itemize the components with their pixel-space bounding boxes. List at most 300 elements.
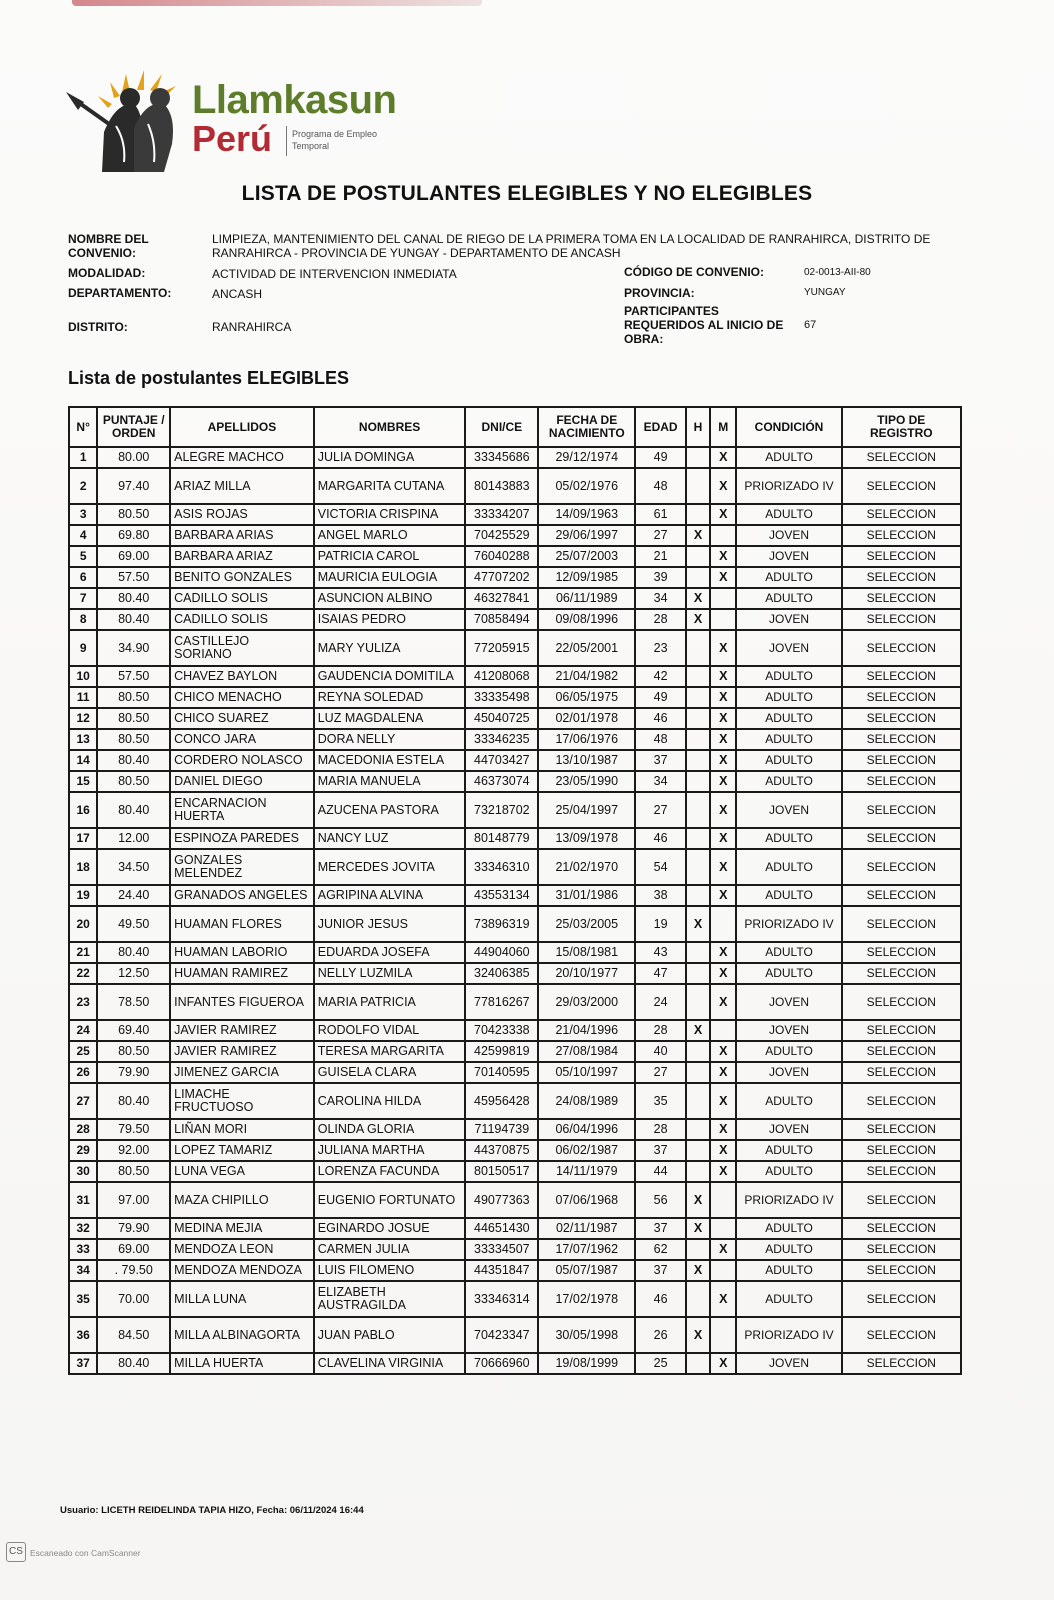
cell-dni: 42599819 [465,1041,538,1062]
cell-condicion: JOVEN [736,609,841,630]
cell-nombres: OLINDA GLORIA [314,1119,466,1140]
cell-nombres: MERCEDES JOVITA [314,849,466,885]
cell-nombres: NANCY LUZ [314,828,466,849]
cell-fecha: 13/10/1987 [538,750,635,771]
cell-fecha: 02/11/1987 [538,1218,635,1239]
cell-number: 26 [69,1062,97,1083]
cell-nombres: DORA NELLY [314,729,466,750]
cell-condicion: ADULTO [736,567,841,588]
table-row [69,1161,961,1182]
cell-edad: 37 [635,750,686,771]
cell-tipo-registro: SELECCION [842,630,961,666]
cell-m: X [710,1353,736,1374]
cell-h [686,729,710,750]
cell-number: 7 [69,588,97,609]
cell-h: X [686,1317,710,1353]
cell-dni: 33335498 [465,687,538,708]
cell-dni: 73218702 [465,792,538,828]
cell-puntaje: 79.50 [97,1119,170,1140]
cell-apellidos: ENCARNACION HUERTA [170,792,314,828]
modalidad-label: MODALIDAD: [68,266,146,280]
cell-m [710,588,736,609]
cell-dni: 70140595 [465,1062,538,1083]
cell-number: 11 [69,687,97,708]
codigo-label: CÓDIGO DE CONVENIO: [624,265,765,279]
cell-puntaje: 80.40 [97,942,170,963]
cell-apellidos: MILLA HUERTA [170,1353,314,1374]
cell-edad: 48 [635,468,686,504]
cell-nombres: MARGARITA CUTANA [314,468,466,504]
cell-condicion: ADULTO [736,963,841,984]
cell-number: 13 [69,729,97,750]
cell-apellidos: ALEGRE MACHCO [170,447,314,468]
cell-condicion: JOVEN [736,792,841,828]
cell-m: X [710,447,736,468]
cell-tipo-registro: SELECCION [842,609,961,630]
cell-puntaje: 49.50 [97,906,170,942]
cell-m: X [710,666,736,687]
cell-tipo-registro: SELECCION [842,1161,961,1182]
table-row [69,984,961,1020]
cell-edad: 26 [635,1317,686,1353]
cell-h [686,984,710,1020]
cell-number: 1 [69,447,97,468]
cell-fecha: 29/03/2000 [538,984,635,1020]
cell-tipo-registro: SELECCION [842,666,961,687]
cell-apellidos: INFANTES FIGUEROA [170,984,314,1020]
cell-edad: 21 [635,546,686,567]
cell-tipo-registro: SELECCION [842,546,961,567]
cell-dni: 80150517 [465,1161,538,1182]
cell-puntaje: 34.50 [97,849,170,885]
cell-h [686,1239,710,1260]
cell-m: X [710,1281,736,1317]
cell-edad: 23 [635,630,686,666]
table-row [69,1182,961,1218]
table-row [69,1218,961,1239]
table-row [69,666,961,687]
cell-edad: 62 [635,1239,686,1260]
document-title: LISTA DE POSTULANTES ELEGIBLES Y NO ELEGIBLES [241,182,813,205]
cell-h: X [686,1182,710,1218]
cell-m: X [710,1062,736,1083]
cell-tipo-registro: SELECCION [842,828,961,849]
cell-m: X [710,630,736,666]
cell-tipo-registro: SELECCION [842,1083,961,1119]
section-subtitle: Lista de postulantes ELEGIBLES [68,368,350,388]
cell-fecha: 12/09/1985 [538,567,635,588]
cell-apellidos: MAZA CHIPILLO [170,1182,314,1218]
cell-fecha: 19/08/1999 [538,1353,635,1374]
cell-apellidos: CASTILLEJO SORIANO [170,630,314,666]
cell-tipo-registro: SELECCION [842,942,961,963]
cell-m: X [710,849,736,885]
cell-edad: 37 [635,1140,686,1161]
cell-m [710,525,736,546]
cell-nombres: MARIA PATRICIA [314,984,466,1020]
cell-nombres: JULIANA MARTHA [314,1140,466,1161]
workers-emblem-icon [64,62,192,172]
cell-fecha: 25/07/2003 [538,546,635,567]
cell-fecha: 07/06/1968 [538,1182,635,1218]
table-row [69,885,961,906]
cell-edad: 38 [635,885,686,906]
cell-dni: 33346310 [465,849,538,885]
cell-h [686,1041,710,1062]
cell-condicion: JOVEN [736,525,841,546]
table-row [69,1260,961,1281]
cell-h [686,1062,710,1083]
cell-condicion: PRIORIZADO IV [736,1182,841,1218]
cell-condicion: ADULTO [736,687,841,708]
cell-condicion: ADULTO [736,885,841,906]
cell-h [686,1281,710,1317]
header-tipo-registro: TIPO DE REGISTRO [842,407,961,447]
cell-apellidos: CADILLO SOLIS [170,588,314,609]
cell-apellidos: HUAMAN RAMIREZ [170,963,314,984]
cell-tipo-registro: SELECCION [842,1062,961,1083]
cell-dni: 70666960 [465,1353,538,1374]
table-row [69,1020,961,1041]
cell-nombres: ASUNCION ALBINO [314,588,466,609]
cell-fecha: 29/06/1997 [538,525,635,546]
table-row [69,609,961,630]
table-row [69,963,961,984]
table-row [69,504,961,525]
cell-puntaje: 97.40 [97,468,170,504]
cell-nombres: JUAN PABLO [314,1317,466,1353]
cell-m [710,1260,736,1281]
cell-condicion: JOVEN [736,1119,841,1140]
cell-m: X [710,750,736,771]
cell-fecha: 21/04/1996 [538,1020,635,1041]
cell-dni: 77205915 [465,630,538,666]
camscanner-icon: CS [6,1542,26,1562]
cell-condicion: ADULTO [736,666,841,687]
table-row [69,828,961,849]
cell-puntaje: 80.40 [97,588,170,609]
cell-fecha: 02/01/1978 [538,708,635,729]
cell-apellidos: MEDINA MEJIA [170,1218,314,1239]
cell-tipo-registro: SELECCION [842,885,961,906]
cell-tipo-registro: SELECCION [842,1218,961,1239]
cell-m: X [710,504,736,525]
cell-condicion: ADULTO [736,504,841,525]
cell-number: 27 [69,1083,97,1119]
header-puntaje: PUNTAJE / ORDEN [97,407,170,447]
cell-edad: 25 [635,1353,686,1374]
cell-fecha: 25/03/2005 [538,906,635,942]
cell-edad: 47 [635,963,686,984]
cell-apellidos: MENDOZA LEON [170,1239,314,1260]
cell-number: 19 [69,885,97,906]
cell-condicion: ADULTO [736,771,841,792]
cell-tipo-registro: SELECCION [842,1041,961,1062]
cell-edad: 48 [635,729,686,750]
cell-number: 22 [69,963,97,984]
cell-condicion: ADULTO [736,588,841,609]
cell-nombres: RODOLFO VIDAL [314,1020,466,1041]
cell-fecha: 21/04/1982 [538,666,635,687]
cell-number: 9 [69,630,97,666]
cell-apellidos: GONZALES MELENDEZ [170,849,314,885]
cell-fecha: 31/01/1986 [538,885,635,906]
cell-apellidos: ASIS ROJAS [170,504,314,525]
cell-h [686,1161,710,1182]
table-row [69,792,961,828]
table-row [69,750,961,771]
table-row [69,849,961,885]
cell-nombres: LUZ MAGDALENA [314,708,466,729]
cell-nombres: MARY YULIZA [314,630,466,666]
cell-h [686,630,710,666]
cell-puntaje: 84.50 [97,1317,170,1353]
table-row [69,630,961,666]
cell-fecha: 06/05/1975 [538,687,635,708]
cell-condicion: ADULTO [736,1260,841,1281]
cell-condicion: ADULTO [736,1218,841,1239]
cell-m: X [710,729,736,750]
cell-number: 31 [69,1182,97,1218]
cell-number: 4 [69,525,97,546]
cell-m [710,1218,736,1239]
cell-condicion: ADULTO [736,750,841,771]
cell-m: X [710,963,736,984]
cell-fecha: 22/05/2001 [538,630,635,666]
cell-tipo-registro: SELECCION [842,963,961,984]
cell-number: 36 [69,1317,97,1353]
table-row [69,546,961,567]
cell-condicion: ADULTO [736,1083,841,1119]
cell-apellidos: LOPEZ TAMARIZ [170,1140,314,1161]
cell-tipo-registro: SELECCION [842,750,961,771]
cell-condicion: ADULTO [736,729,841,750]
cell-nombres: ISAIAS PEDRO [314,609,466,630]
scanner-watermark: Escaneado con CamScanner [30,1548,141,1558]
cell-tipo-registro: SELECCION [842,447,961,468]
cell-tipo-registro: SELECCION [842,1317,961,1353]
cell-fecha: 05/07/1987 [538,1260,635,1281]
cell-edad: 27 [635,792,686,828]
table-row [69,1239,961,1260]
codigo-value: 02-0013-AII-80 [804,267,871,278]
table-row [69,1083,961,1119]
cell-nombres: EDUARDA JOSEFA [314,942,466,963]
cell-condicion: PRIORIZADO IV [736,906,841,942]
cell-number: 5 [69,546,97,567]
cell-h [686,963,710,984]
cell-dni: 70858494 [465,609,538,630]
cell-fecha: 23/05/1990 [538,771,635,792]
cell-puntaje: 70.00 [97,1281,170,1317]
cell-edad: 27 [635,525,686,546]
cell-fecha: 17/07/1962 [538,1239,635,1260]
cell-puntaje: 80.40 [97,792,170,828]
cell-puntaje: 24.40 [97,885,170,906]
cell-apellidos: JAVIER RAMIREZ [170,1041,314,1062]
cell-fecha: 30/05/1998 [538,1317,635,1353]
cell-nombres: CAROLINA HILDA [314,1083,466,1119]
cell-fecha: 24/08/1989 [538,1083,635,1119]
cell-h: X [686,1020,710,1041]
cell-nombres: ELIZABETH AUSTRAGILDA [314,1281,466,1317]
brand-name-top: Llamkasun [192,78,397,122]
cell-edad: 28 [635,609,686,630]
table-row [69,771,961,792]
cell-number: 20 [69,906,97,942]
table-row [69,1353,961,1374]
eligible-applicants-table [68,406,962,1375]
cell-apellidos: CHICO MENACHO [170,687,314,708]
header-edad: EDAD [635,407,686,447]
cell-m: X [710,708,736,729]
cell-apellidos: LIMACHE FRUCTUOSO [170,1083,314,1119]
cell-m: X [710,546,736,567]
table-row [69,468,961,504]
cell-number: 37 [69,1353,97,1374]
cell-condicion: PRIORIZADO IV [736,1317,841,1353]
cell-nombres: LUIS FILOMENO [314,1260,466,1281]
cell-nombres: JUNIOR JESUS [314,906,466,942]
cell-h [686,792,710,828]
cell-nombres: MAURICIA EULOGIA [314,567,466,588]
cell-number: 14 [69,750,97,771]
cell-m [710,1020,736,1041]
cell-apellidos: ARIAZ MILLA [170,468,314,504]
cell-condicion: JOVEN [736,1020,841,1041]
cell-number: 33 [69,1239,97,1260]
cell-h: X [686,525,710,546]
cell-tipo-registro: SELECCION [842,504,961,525]
cell-edad: 46 [635,708,686,729]
cell-m: X [710,687,736,708]
cell-nombres: GAUDENCIA DOMITILA [314,666,466,687]
cell-dni: 45040725 [465,708,538,729]
cell-m: X [710,792,736,828]
cell-number: 3 [69,504,97,525]
cell-number: 29 [69,1140,97,1161]
table-row [69,1041,961,1062]
cell-apellidos: ESPINOZA PAREDES [170,828,314,849]
cell-h: X [686,1218,710,1239]
cell-dni: 33334207 [465,504,538,525]
cell-tipo-registro: SELECCION [842,567,961,588]
header-apellidos: APELLIDOS [170,407,314,447]
header-fecha: FECHA DE NACIMIENTO [538,407,635,447]
cell-tipo-registro: SELECCION [842,525,961,546]
cell-condicion: JOVEN [736,630,841,666]
cell-puntaje: 12.00 [97,828,170,849]
header-h: H [686,407,710,447]
cell-dni: 41208068 [465,666,538,687]
header-dni: DNI/CE [465,407,538,447]
cell-tipo-registro: SELECCION [842,468,961,504]
cell-puntaje: 69.80 [97,525,170,546]
cell-tipo-registro: SELECCION [842,687,961,708]
cell-puntaje: 57.50 [97,666,170,687]
cell-dni: 71194739 [465,1119,538,1140]
cell-h [686,885,710,906]
cell-m: X [710,1041,736,1062]
convenio-value: LIMPIEZA, MANTENIMIENTO DEL CANAL DE RIEGO DE LA PRIMERA TOMA EN LA LOCALIDAD DE RANRAHIRCA, DISTRITO DE RANRAHIRCA - PROVINCIA DE YUNGAY - DEPARTAMENTO DE ANCASH [212,232,931,260]
cell-dni: 33346235 [465,729,538,750]
cell-number: 28 [69,1119,97,1140]
footer-user-info: Usuario: LICETH REIDELINDA TAPIA HIZO, Fecha: 06/11/2024 16:44 [60,1505,364,1516]
cell-fecha: 06/11/1989 [538,588,635,609]
cell-m [710,1182,736,1218]
cell-h [686,546,710,567]
cell-edad: 19 [635,906,686,942]
cell-apellidos: CORDERO NOLASCO [170,750,314,771]
cell-m: X [710,942,736,963]
cell-condicion: ADULTO [736,1281,841,1317]
cell-tipo-registro: SELECCION [842,1281,961,1317]
cell-edad: 24 [635,984,686,1020]
cell-edad: 27 [635,1062,686,1083]
cell-condicion: JOVEN [736,546,841,567]
cell-h [686,1353,710,1374]
cell-number: 12 [69,708,97,729]
cell-apellidos: BARBARA ARIAS [170,525,314,546]
cell-m: X [710,1161,736,1182]
cell-fecha: 05/02/1976 [538,468,635,504]
cell-puntaje: 79.90 [97,1062,170,1083]
cell-edad: 34 [635,588,686,609]
cell-h [686,750,710,771]
cell-edad: 56 [635,1182,686,1218]
cell-number: 34 [69,1260,97,1281]
cell-condicion: JOVEN [736,1062,841,1083]
cell-edad: 54 [635,849,686,885]
cell-fecha: 17/02/1978 [538,1281,635,1317]
cell-puntaje: 78.50 [97,984,170,1020]
cell-fecha: 13/09/1978 [538,828,635,849]
cell-puntaje: 80.50 [97,729,170,750]
cell-apellidos: DANIEL DIEGO [170,771,314,792]
table-row [69,567,961,588]
cell-nombres: AGRIPINA ALVINA [314,885,466,906]
table-row [69,708,961,729]
cell-m: X [710,1239,736,1260]
cell-apellidos: MILLA ALBINAGORTA [170,1317,314,1353]
cell-nombres: JULIA DOMINGA [314,447,466,468]
cell-condicion: ADULTO [736,849,841,885]
cell-puntaje: 69.00 [97,546,170,567]
table-row [69,1140,961,1161]
distrito-value: RANRAHIRCA [212,320,292,334]
header-condicion: CONDICIÓN [736,407,841,447]
cell-fecha: 27/08/1984 [538,1041,635,1062]
cell-dni: 47707202 [465,567,538,588]
cell-puntaje: 80.40 [97,1353,170,1374]
cell-h: X [686,609,710,630]
cell-puntaje: 34.90 [97,630,170,666]
cell-h [686,1119,710,1140]
cell-h [686,1140,710,1161]
cell-tipo-registro: SELECCION [842,792,961,828]
cell-edad: 42 [635,666,686,687]
cell-h [686,771,710,792]
cell-dni: 46373074 [465,771,538,792]
table-row [69,1317,961,1353]
cell-dni: 70423338 [465,1020,538,1041]
cell-tipo-registro: SELECCION [842,984,961,1020]
cell-number: 24 [69,1020,97,1041]
table-row [69,1281,961,1317]
cell-nombres: VICTORIA CRISPINA [314,504,466,525]
cell-edad: 28 [635,1020,686,1041]
cell-edad: 61 [635,504,686,525]
